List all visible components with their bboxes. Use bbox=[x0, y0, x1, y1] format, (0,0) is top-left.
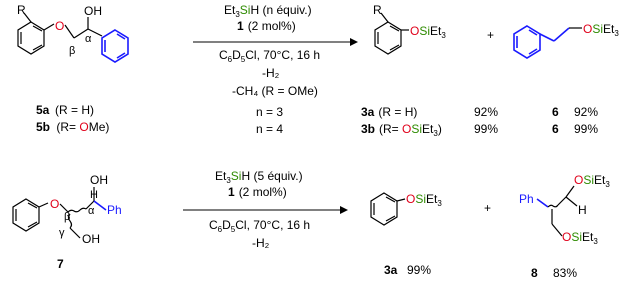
sm7-alpha: α bbox=[88, 205, 95, 217]
sm-label-5b-line: 5b (R= OMe) bbox=[36, 120, 110, 134]
prod-label-8: 8 bbox=[531, 266, 538, 280]
prod-label-3b-line: 3b (R= OSiEt$_3$) bbox=[361, 122, 442, 138]
product-6 bbox=[514, 22, 619, 58]
product6-ring-blue bbox=[514, 26, 540, 58]
byproduct-h2-1: -H₂ bbox=[262, 66, 280, 80]
sm7-hydroxyl-bottom: OH bbox=[82, 232, 100, 246]
prod-yield-6a: 92% bbox=[574, 105, 599, 119]
sm-label-7: 7 bbox=[57, 257, 64, 271]
sm-ether-oxygen: O bbox=[55, 19, 65, 33]
sm-substituent-r: R bbox=[17, 3, 26, 17]
equiv-n3: n = 3 bbox=[256, 105, 284, 119]
product8-wavy-bond bbox=[548, 205, 558, 207]
starting-material-5 bbox=[17, 3, 128, 62]
reagent-line-2: $Et_3SiH$ (5 équiv.) bbox=[215, 169, 303, 185]
equiv-n4: n = 4 bbox=[256, 122, 284, 136]
catalyst-line-1: 1 (2 mol%) bbox=[237, 19, 296, 33]
benzyl-ring-blue bbox=[102, 30, 128, 62]
prod-yield-8: 83% bbox=[553, 266, 578, 280]
sm7-ether-oxygen: O bbox=[50, 197, 60, 211]
sm-hydroxyl: OH bbox=[84, 4, 102, 18]
product3-osiet3: OSiEt$_3$ bbox=[410, 24, 446, 40]
product8-h: H bbox=[578, 203, 587, 217]
prod-yield-3a-r2: 99% bbox=[407, 263, 432, 277]
product3a-r2-osiet3: OSiEt$_3$ bbox=[406, 192, 442, 208]
product8-phenyl: Ph bbox=[519, 192, 534, 206]
catalyst-line-2: 1 (2 mol%) bbox=[228, 185, 287, 199]
product8-osiet3-bottom: OSiEt$_3$ bbox=[562, 230, 598, 246]
plus-1: + bbox=[487, 28, 495, 42]
reaction-arrow-2-head bbox=[340, 206, 348, 214]
phenol-ring bbox=[18, 22, 44, 54]
prod-label-6b: 6 bbox=[552, 122, 559, 136]
sm7-beta: β bbox=[64, 211, 71, 223]
prod-yield-3b: 99% bbox=[474, 122, 499, 136]
product3-ring bbox=[375, 22, 401, 54]
solvent-line-2: $C_6D_5Cl$, 70°C, 16 h bbox=[209, 218, 311, 234]
prod-label-6a: 6 bbox=[552, 105, 559, 119]
prod-label-3a-r2: 3a bbox=[384, 263, 398, 277]
product6-osiet3: OSiEt$_3$ bbox=[583, 22, 619, 38]
product-3 bbox=[373, 3, 446, 54]
sm7-wavy-bond-1 bbox=[68, 208, 86, 212]
sm-alpha-label: α bbox=[85, 33, 92, 45]
product-3a-r2 bbox=[371, 192, 442, 225]
product3a-r2-ring bbox=[371, 193, 397, 225]
sm7-ring bbox=[13, 199, 39, 231]
byproduct-h2-2: -H₂ bbox=[252, 236, 270, 250]
prod-yield-6b: 99% bbox=[574, 122, 599, 136]
sm7-gamma: γ bbox=[59, 227, 65, 239]
prod-yield-3a: 92% bbox=[474, 105, 499, 119]
solvent-line-1: $C_6D_5Cl$, 70°C, 16 h bbox=[219, 48, 321, 64]
plus-2: + bbox=[484, 201, 492, 215]
starting-material-7 bbox=[13, 173, 122, 246]
sm-label-5a: 5a bbox=[36, 103, 50, 117]
product-8 bbox=[519, 173, 610, 246]
prod-label-3a-line: 3a (R = H) bbox=[361, 105, 418, 119]
sm7-phenyl: Ph bbox=[107, 203, 122, 217]
sm7-hydroxyl-top: OH bbox=[90, 173, 108, 187]
byproduct-ch4: -CH₄ (R = OMe) bbox=[232, 84, 318, 98]
sm-beta-label: β bbox=[69, 45, 76, 57]
sm-label-5a-desc: (R = H) bbox=[55, 103, 94, 117]
reaction-arrow-1-head bbox=[350, 38, 358, 46]
product3-r: R bbox=[373, 3, 382, 17]
reagent-line-1: $Et_3SiH$ (n équiv.) bbox=[224, 3, 312, 19]
product8-osiet3-top: OSiEt$_3$ bbox=[574, 173, 610, 189]
sm7-h: H bbox=[90, 189, 98, 201]
